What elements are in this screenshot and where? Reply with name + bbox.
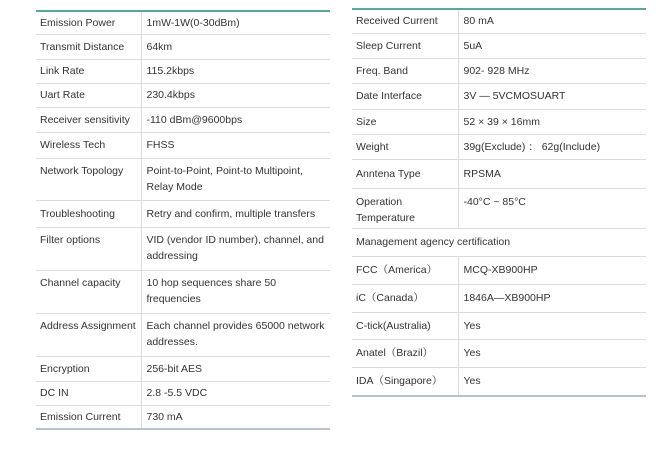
- table-row: [36, 107, 330, 132]
- table-row: [352, 134, 646, 159]
- spec-label: Sleep Current: [352, 33, 458, 58]
- table-row: [352, 109, 646, 134]
- table-row: [36, 313, 330, 356]
- spec-label: Operation Temperature: [352, 188, 458, 228]
- spec-label: Channel capacity: [36, 270, 141, 313]
- left-spec-table: [36, 10, 330, 430]
- spec-value: 80 mA: [458, 9, 646, 33]
- spec-value: 115.2kbps: [141, 59, 330, 83]
- spec-label: Emission Current: [36, 405, 141, 429]
- spec-label: Address Assignment: [36, 313, 141, 356]
- spec-label: Wireless Tech: [36, 132, 141, 158]
- table-row: [36, 200, 330, 227]
- table-row: [36, 270, 330, 313]
- table-row: [36, 381, 330, 405]
- spec-label: Link Rate: [36, 59, 141, 83]
- cert-label: iC（Canada）: [352, 284, 458, 312]
- spec-label: Freq. Band: [352, 58, 458, 83]
- spec-label: Weight: [352, 134, 458, 159]
- spec-value: Point-to-Point, Point-to Multipoint, Relay Mode: [141, 158, 330, 200]
- table-row: [36, 227, 330, 270]
- spec-value: FHSS: [141, 132, 330, 158]
- table-row: [352, 188, 646, 228]
- table-row: [352, 367, 646, 396]
- spec-value: 730 mA: [141, 405, 330, 429]
- spec-value: 902- 928 MHz: [458, 58, 646, 83]
- cert-label: FCC（America）: [352, 256, 458, 284]
- table-row: [36, 83, 330, 107]
- section-row: [352, 228, 646, 256]
- cert-value: 1846A—XB900HP: [458, 284, 646, 312]
- spec-value: 3V — 5VCMOSUART: [458, 83, 646, 109]
- spec-label: Receiver sensitivity: [36, 107, 141, 132]
- spec-label: Size: [352, 109, 458, 134]
- section-title: Management agency certification: [352, 228, 646, 256]
- spec-label: Emission Power: [36, 11, 141, 34]
- spec-value: 5uA: [458, 33, 646, 58]
- spec-label: Anntena Type: [352, 159, 458, 188]
- cert-value: Yes: [458, 339, 646, 367]
- table-row: [352, 256, 646, 284]
- spec-label: Date Interface: [352, 83, 458, 109]
- cert-value: MCQ-XB900HP: [458, 256, 646, 284]
- table-row: [352, 284, 646, 312]
- table-row: [36, 132, 330, 158]
- spec-value: Retry and confirm, multiple transfers: [141, 200, 330, 227]
- table-row: [36, 158, 330, 200]
- spec-label: Uart Rate: [36, 83, 141, 107]
- table-row: [36, 11, 330, 34]
- spec-value: 230.4kbps: [141, 83, 330, 107]
- spec-value: Each channel provides 65000 network addresses.: [141, 313, 330, 356]
- spec-value: -110 dBm@9600bps: [141, 107, 330, 132]
- spec-value: VID (vendor ID number), channel, and addressing: [141, 227, 330, 270]
- table-row: [352, 58, 646, 83]
- spec-value: 256-bit AES: [141, 356, 330, 381]
- cert-label: C-tick(Australia): [352, 312, 458, 339]
- spec-value: 2.8 -5.5 VDC: [141, 381, 330, 405]
- cert-value: Yes: [458, 367, 646, 396]
- table-row: [36, 405, 330, 429]
- table-row: [352, 83, 646, 109]
- table-row: [36, 59, 330, 83]
- spec-value: 64km: [141, 34, 330, 59]
- cert-value: Yes: [458, 312, 646, 339]
- right-spec-table: [352, 8, 646, 397]
- spec-value: -40°C ~ 85°C: [458, 188, 646, 228]
- spec-value: 1mW-1W(0-30dBm): [141, 11, 330, 34]
- spec-value: 10 hop sequences share 50 frequencies: [141, 270, 330, 313]
- spec-value: RPSMA: [458, 159, 646, 188]
- spec-value: 52 × 39 × 16mm: [458, 109, 646, 134]
- table-row: [36, 34, 330, 59]
- spec-label: Encryption: [36, 356, 141, 381]
- cert-label: Anatel（Brazil）: [352, 339, 458, 367]
- table-row: [352, 312, 646, 339]
- table-row: [352, 339, 646, 367]
- spec-label: Troubleshooting: [36, 200, 141, 227]
- spec-label: Received Current: [352, 9, 458, 33]
- spec-label: DC IN: [36, 381, 141, 405]
- cert-label: IDA（Singapore）: [352, 367, 458, 396]
- spec-label: Network Topology: [36, 158, 141, 200]
- table-row: [352, 9, 646, 33]
- table-row: [352, 33, 646, 58]
- spec-label: Filter options: [36, 227, 141, 270]
- spec-value: 39g(Exclude) ： 62g(Include): [458, 134, 646, 159]
- table-row: [352, 159, 646, 188]
- spec-label: Transmit Distance: [36, 34, 141, 59]
- table-row: [36, 356, 330, 381]
